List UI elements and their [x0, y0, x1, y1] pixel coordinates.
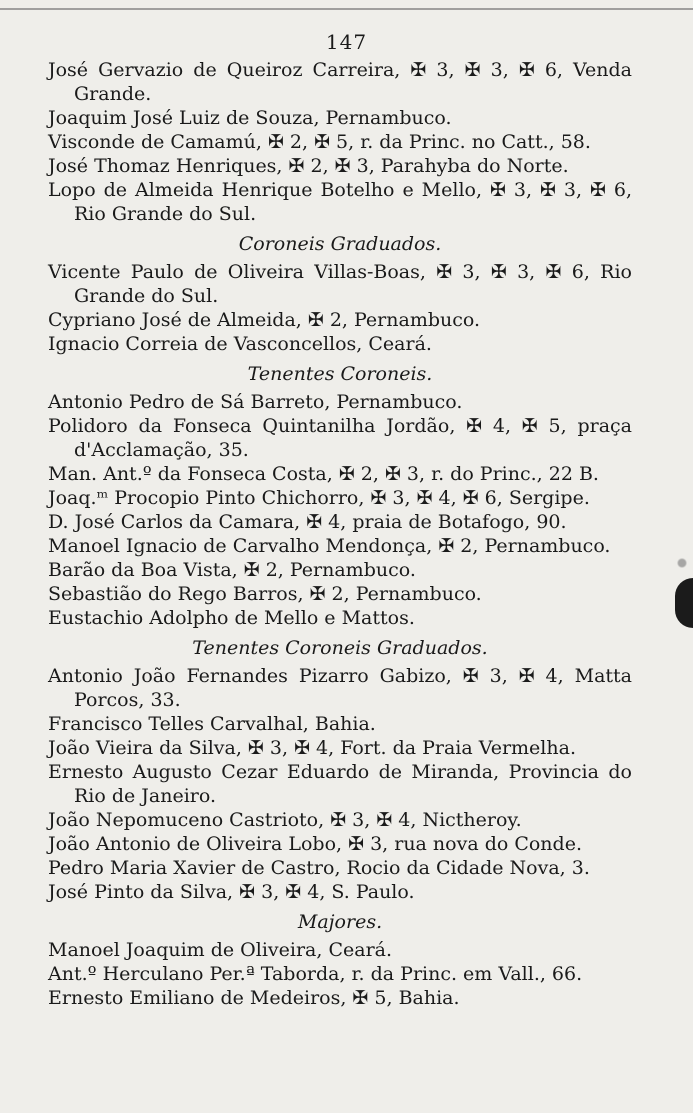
list-entry: João Nepomuceno Castrioto, ✠ 3, ✠ 4, Nictheroy. — [48, 809, 522, 831]
list-entry: Pedro Maria Xavier de Castro, Rocio da Cidade Nova, 3. — [48, 857, 590, 879]
list-entry: Polidoro da Fonseca Quintanilha Jordão, ✠ 4, ✠ 5, praça d'Acclamação, 35. — [48, 415, 632, 461]
list-entry: José Gervazio de Queiroz Carreira, ✠ 3, ✠ 3, ✠ 6, Venda Grande. — [48, 59, 632, 105]
list-entry: Ernesto Augusto Cezar Eduardo de Miranda, Provincia do Rio de Janeiro. — [48, 761, 632, 807]
list-entry: Visconde de Camamú, ✠ 2, ✠ 5, r. da Princ. no Catt., 58. — [48, 131, 591, 153]
list-entry: Antonio Pedro de Sá Barreto, Pernambuco. — [48, 391, 463, 413]
list-entry: Sebastião do Rego Barros, ✠ 2, Pernambuco. — [48, 583, 482, 605]
list-entry: Joaquim José Luiz de Souza, Pernambuco. — [48, 107, 452, 129]
list-entry: Vicente Paulo de Oliveira Villas-Boas, ✠ 3, ✠ 3, ✠ 6, Rio Grande do Sul. — [48, 261, 632, 307]
list-entry: Eustachio Adolpho de Mello e Mattos. — [48, 607, 415, 629]
list-entry: Ignacio Correia de Vasconcellos, Ceará. — [48, 333, 432, 355]
top-rule — [0, 8, 693, 10]
list-entry: João Vieira da Silva, ✠ 3, ✠ 4, Fort. da Praia Vermelha. — [48, 737, 576, 759]
list-entry: Manoel Joaquim de Oliveira, Ceará. — [48, 939, 393, 961]
section-majores — [48, 910, 632, 1010]
list-entry: Joaq.ᵐ Procopio Pinto Chichorro, ✠ 3, ✠ 4, ✠ 6, Sergipe. — [48, 487, 590, 509]
section-coroneis — [48, 58, 632, 226]
section-heading: Tenentes Coroneis. — [247, 363, 433, 385]
list-entry: Man. Ant.º da Fonseca Costa, ✠ 2, ✠ 3, r. do Princ., 22 B. — [48, 463, 599, 485]
section-heading: Coroneis Graduados. — [238, 233, 442, 255]
list-entry: Barão da Boa Vista, ✠ 2, Pernambuco. — [48, 559, 416, 581]
list-entry: D. José Carlos da Camara, ✠ 4, praia de Botafogo, 90. — [48, 511, 567, 533]
ink-speck — [677, 556, 687, 570]
list-entry: Lopo de Almeida Henrique Botelho e Mello, ✠ 3, ✠ 3, ✠ 6, Rio Grande do Sul. — [48, 179, 632, 225]
list-entry: José Pinto da Silva, ✠ 3, ✠ 4, S. Paulo. — [48, 881, 415, 903]
list-entry: Ant.º Herculano Per.ª Taborda, r. da Princ. em Vall., 66. — [48, 963, 583, 985]
list-entry: Ernesto Emiliano de Medeiros, ✠ 5, Bahia. — [48, 987, 460, 1009]
ink-blot — [675, 578, 693, 628]
page-number: 147 — [325, 30, 368, 54]
section-heading: Tenentes Coroneis Graduados. — [192, 637, 488, 659]
document-body — [48, 58, 632, 1010]
list-entry: José Thomaz Henriques, ✠ 2, ✠ 3, Parahyba do Norte. — [48, 155, 569, 177]
section-heading: Majores. — [297, 911, 383, 933]
list-entry: Manoel Ignacio de Carvalho Mendonça, ✠ 2, Pernambuco. — [48, 535, 611, 557]
section-tenentes-coroneis — [48, 362, 632, 630]
list-entry: Antonio João Fernandes Pizarro Gabizo, ✠ 3, ✠ 4, Matta Porcos, 33. — [48, 665, 632, 711]
list-entry: Cypriano José de Almeida, ✠ 2, Pernambuco. — [48, 309, 481, 331]
section-tenentes-coroneis-graduados — [48, 636, 632, 904]
list-entry: João Antonio de Oliveira Lobo, ✠ 3, rua nova do Conde. — [48, 833, 582, 855]
section-coroneis-graduados — [48, 232, 632, 356]
list-entry: Francisco Telles Carvalhal, Bahia. — [48, 713, 376, 735]
